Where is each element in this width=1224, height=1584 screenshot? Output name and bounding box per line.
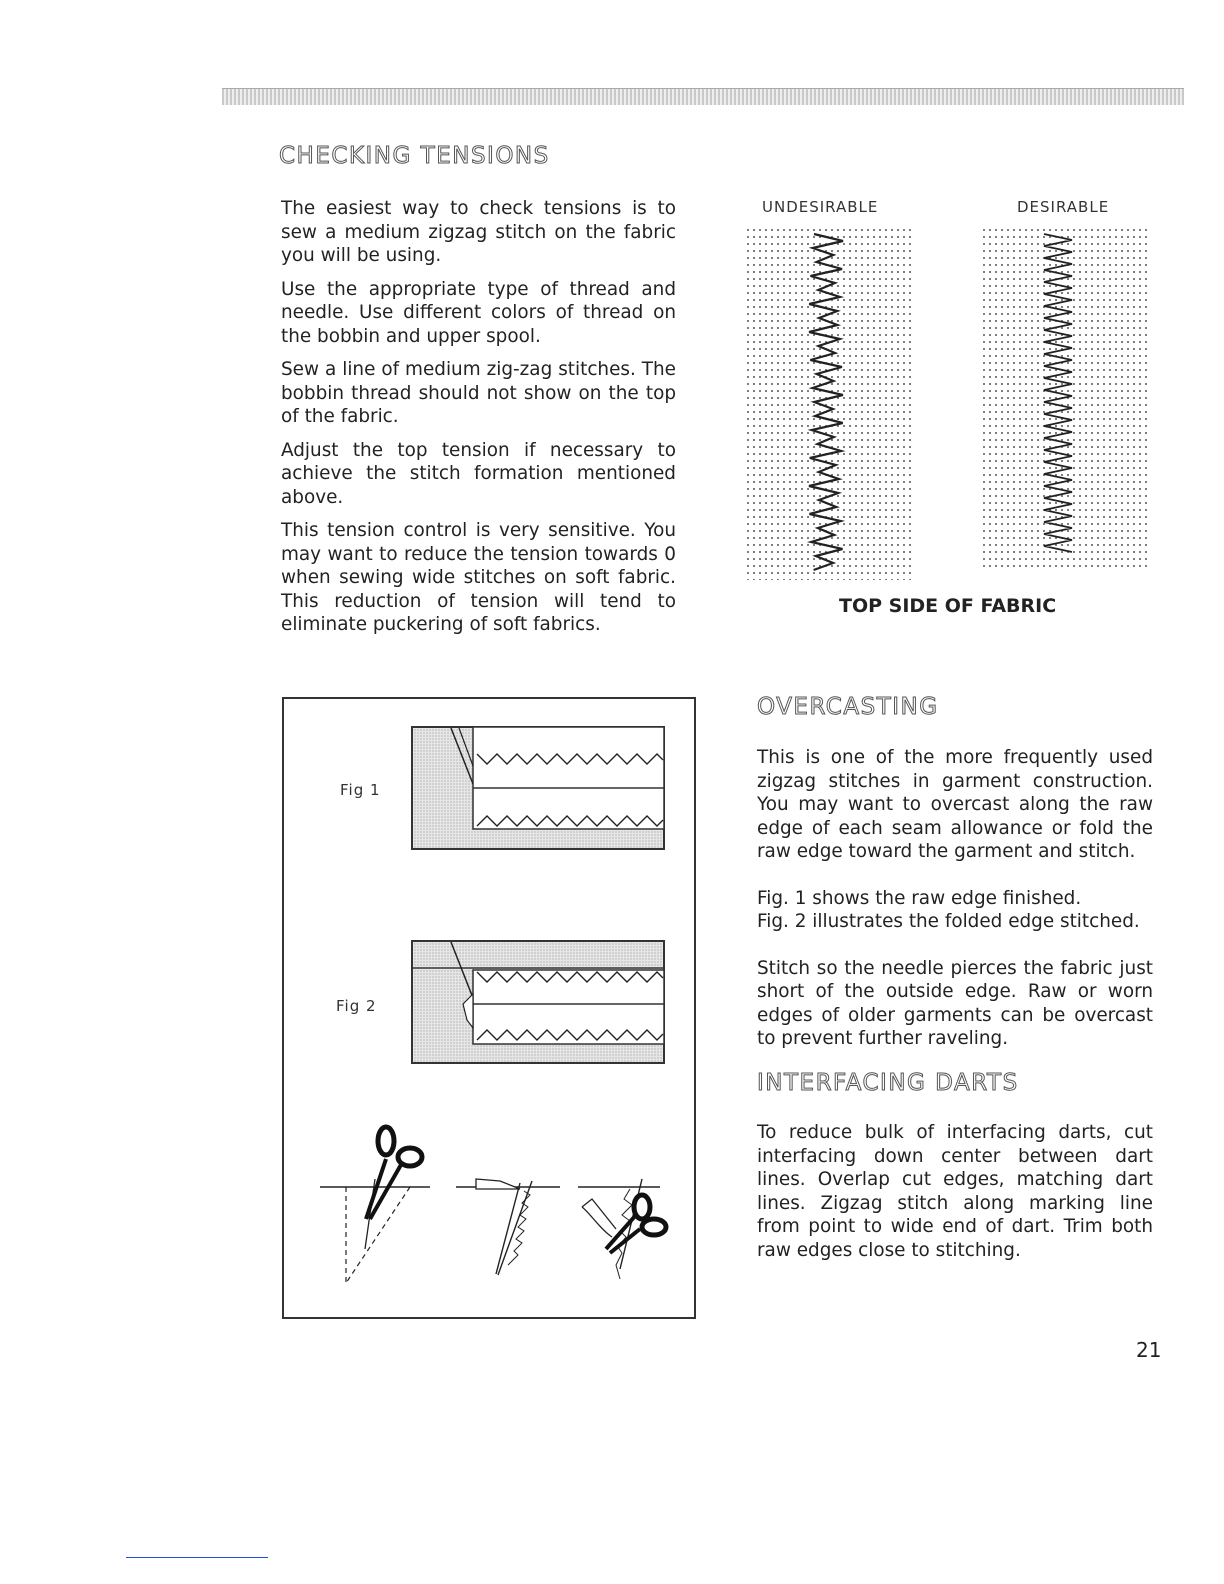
bottom-rule <box>126 1557 268 1558</box>
page-number: 21 <box>1136 1338 1162 1362</box>
paragraph: Use the appropriate type of thread and needle. Use different colors of thread on the bobbin and upper spool. <box>281 278 676 347</box>
fig-2-label: Fig 2 <box>336 997 377 1015</box>
overcasting-text <box>757 746 1153 1061</box>
paragraph: This tension control is very sensitive. You may want to reduce the tension towards 0 when sewing wide stitches on soft fabric. This reduction of tension will tend to eliminate puckering of soft fabrics. <box>281 520 676 635</box>
paragraph: Adjust the top tension if necessary to achieve the stitch formation mentioned above. <box>281 439 676 508</box>
paragraph: The easiest way to check tensions is to sew a medium zigzag stitch on the fabric you will be using. <box>281 198 676 266</box>
paragraph: Stitch so the needle pierces the fabric just short of the outside edge. Raw or worn edges of older garments can be overcast to prevent further raveling. <box>757 957 1153 1049</box>
fig-1-description: Fig. 1 shows the raw edge finished. <box>757 887 1082 909</box>
fig-1-label: Fig 1 <box>340 781 381 799</box>
interfacing-darts-heading: INTERFACING DARTS <box>757 1070 1019 1096</box>
desirable-stitch-swatch <box>982 228 1148 568</box>
interfacing-darts-steps-illustration <box>320 1119 670 1299</box>
paragraph: To reduce bulk of interfacing darts, cut interfacing down center between dart lines. Overlap cut edges, matching dart lines. Zigzag stitch along marking line from point to wide end of dart. Trim both raw edges close to stitching. <box>757 1122 1153 1261</box>
fig-1-raw-edge-illustration <box>411 726 667 852</box>
top-decorative-band <box>222 88 1184 105</box>
scissors-icon <box>606 1195 666 1253</box>
top-side-of-fabric-caption: TOP SIDE OF FABRIC <box>839 595 1057 617</box>
scissors-icon <box>366 1127 422 1219</box>
checking-tensions-heading: CHECKING TENSIONS <box>279 143 550 169</box>
paragraph: Sew a line of medium zig-zag stitches. The bobbin thread should not show on the top of the fabric. <box>281 359 676 427</box>
desirable-label: DESIRABLE <box>1017 198 1110 216</box>
checking-tensions-text <box>281 197 676 647</box>
overcasting-heading: OVERCASTING <box>757 694 939 720</box>
fig-2-description: Fig. 2 illustrates the folded edge stitched. <box>757 911 1140 932</box>
overcasting-figures-box <box>282 697 696 1319</box>
fig-2-folded-edge-illustration <box>411 940 667 1066</box>
interfacing-darts-text <box>757 1121 1153 1272</box>
undesirable-stitch-swatch <box>746 228 912 580</box>
paragraph: This is one of the more frequently used zigzag stitches in garment construction. You may want to overcast along the raw edge of each seam allowance or fold the raw edge toward the garment and stitch. <box>757 747 1153 862</box>
undesirable-label: UNDESIRABLE <box>762 198 879 216</box>
